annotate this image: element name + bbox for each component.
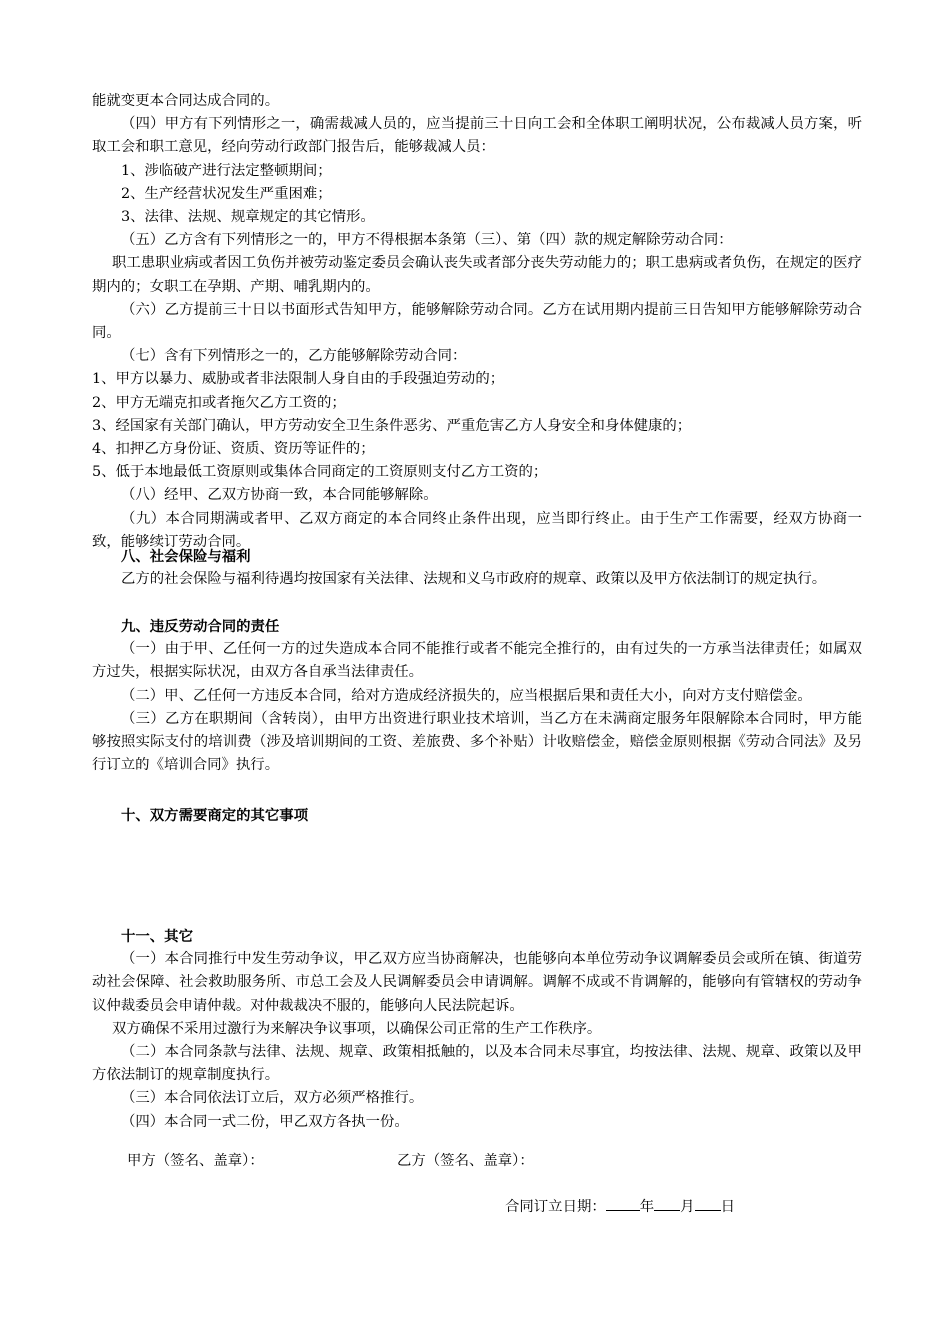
paragraph: （七）含有下列情形之一的，乙方能够解除劳动合同：	[121, 348, 467, 365]
list-item: 4、扣押乙方身份证、资质、资历等证件的；	[92, 441, 375, 458]
section-11	[92, 925, 862, 1134]
month-label: 月	[680, 1199, 695, 1215]
paragraph: （一）由于甲、乙任何一方的过失造成本合同不能推行或者不能完全推行的，由有过失的一方承当法律责任；如属双方过失，根据实际状况，由双方各自承当法律责任。	[92, 641, 862, 681]
party-a-signature-label: 甲方（签名、盖章）：	[127, 1153, 264, 1169]
paragraph: （四）甲方有下列情形之一，确需裁减人员的，应当提前三十日向工会和全体职工阐明状况，公布裁减人员方案，听取工会和职工意见，经向劳动行政部门报告后，能够裁减人员：	[92, 116, 862, 156]
list-item: 1、甲方以暴力、威胁或者非法限制人身自由的手段强迫劳动的；	[92, 371, 505, 388]
section-10	[92, 804, 862, 827]
paragraph: （五）乙方含有下列情形之一的，甲方不得根据本条第（三）、第（四）款的规定解除劳动合同：	[121, 232, 733, 249]
paragraph: 能就变更本合同达成合同的。	[92, 93, 280, 109]
day-label: 日	[720, 1199, 735, 1215]
section-9	[92, 615, 862, 777]
month-blank	[654, 1194, 680, 1211]
date-label: 合同订立日期：	[505, 1199, 606, 1215]
party-b-signature-label: 乙方（签名、盖章）：	[397, 1153, 534, 1169]
paragraph: （二）甲、乙任何一方违反本合同，给对方造成经济损失的，应当根据后果和责任大小，向对方支付赔偿金。	[121, 687, 812, 704]
section-heading: 八、社会保险与福利	[121, 548, 251, 565]
paragraph: （六）乙方提前三十日以书面形式告知甲方，能够解除劳动合同。乙方在试用期内提前三日告知甲方能够解除劳动合同。	[92, 301, 862, 342]
year-label: 年	[639, 1199, 655, 1215]
paragraph: （三）本合同依法订立后，双方必须严格推行。	[121, 1090, 424, 1107]
paragraph: 乙方的社会保险与福利待遇均按国家有关法律、法规和义乌市政府的规章、政策以及甲方依法制订的规定执行。	[121, 571, 827, 588]
section-7-continued	[92, 90, 862, 554]
list-item: 5、低于本地最低工资原则或集体合同商定的工资原则支付乙方工资的；	[92, 464, 548, 481]
section-heading: 十、双方需要商定的其它事项	[121, 807, 309, 824]
year-blank	[606, 1194, 640, 1211]
list-item: 3、经国家有关部门确认，甲方劳动安全卫生条件恶劣、严重危害乙方人身安全和身体健康的；	[92, 417, 692, 434]
contract-date	[505, 1194, 735, 1219]
paragraph: （三）乙方在职期间（含转岗），由甲方出资进行职业技术培训，当乙方在未满商定服务年限解除本合同时，甲方能够按照实际支付的培训费（涉及培训期间的工资、差旅费、多个补贴）计收赔偿金，赔偿金原则根据《劳动合同法》及另行订立的《培训合同》执行。	[92, 710, 862, 774]
paragraph: 双方确保不采用过激行为来解决争议事项，以确保公司正常的生产工作秩序。	[112, 1020, 602, 1037]
list-item: 3、法律、法规、规章规定的其它情形。	[121, 209, 375, 226]
day-blank	[695, 1194, 721, 1211]
paragraph: （九）本合同期满或者甲、乙双方商定的本合同终止条件出现，应当即行终止。由于生产工作需要，经双方协商一致，能够续订劳动合同。	[92, 510, 862, 550]
list-item: 2、甲方无端克扣或者拖欠乙方工资的；	[92, 394, 346, 411]
section-8	[92, 545, 862, 591]
section-heading: 十一、其它	[121, 928, 193, 945]
paragraph: （四）本合同一式二份，甲乙双方各执一份。	[121, 1113, 409, 1130]
list-item: 1、涉临破产进行法定整顿期间；	[121, 162, 332, 179]
section-heading: 九、违反劳动合同的责任	[121, 618, 280, 635]
paragraph: （二）本合同条款与法律、法规、规章、政策相抵触的，以及本合同未尽事宜，均按法律、法规、规章、政策以及甲方依法制订的规章制度执行。	[92, 1044, 862, 1084]
paragraph: 职工患职业病或者因工负伤并被劳动鉴定委员会确认丧失或者部分丧失劳动能力的；职工患病或者负伤，在规定的医疗期内的；女职工在孕期、产期、哺乳期内的。	[92, 255, 862, 295]
paragraph: （八）经甲、乙双方协商一致，本合同能够解除。	[121, 487, 438, 504]
paragraph: （一）本合同推行中发生劳动争议，甲乙双方应当协商解决，也能够向本单位劳动争议调解委员会或所在镇、街道劳动社会保障、社会救助服务所、市总工会及人民调解委员会申请调解。调解不成或不肯调解的，能够向有管辖权的劳动争议仲裁委员会申请仲裁。对仲裁裁决不服的，能够向人民法院起诉。	[92, 951, 862, 1014]
list-item: 2、生产经营状况发生严重困难；	[121, 185, 332, 202]
